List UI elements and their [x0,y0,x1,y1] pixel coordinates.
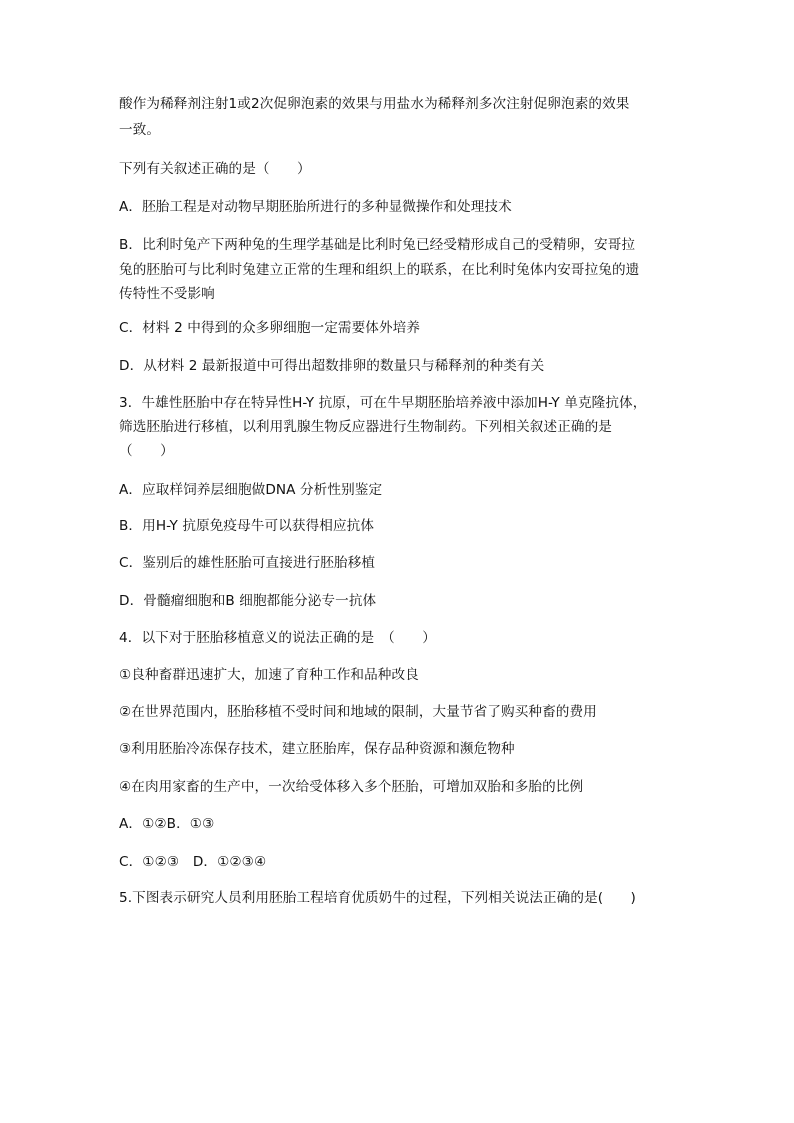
statement-3: ③利用胚胎冷冻保存技术，建立胚胎库，保存品种资源和濒危物种 [119,741,515,757]
options-cd: C．①②③ D．①②③④ [119,854,267,870]
statement-4: ④在肉用家畜的生产中，一次给受体移入多个胚胎，可增加双胎和多胎的比例 [119,779,584,795]
option-a: A．胚胎工程是对动物早期胚胎所进行的多种显微操作和处理技术 [119,199,512,215]
options-ab: A．①②B．①③ [119,816,215,832]
option-b: B．用H-Y 抗原免疫母牛可以获得相应抗体 [119,518,375,534]
option-d: D．骨髓瘤细胞和B 细胞都能分泌专一抗体 [119,593,377,609]
option-b: 兔的胚胎可与比利时兔建立正常的生理和组织上的联系，在比利时兔体内安哥拉兔的遗 [119,262,640,278]
statement-2: ②在世界范围内，胚胎移植不受时间和地域的限制，大量节省了购买种畜的费用 [119,704,597,720]
question-3: 3．牛雄性胚胎中存在特异性H-Y 抗原，可在牛早期胚胎培养液中添加H-Y 单克隆抗体， [119,395,647,411]
option-d: D．从材料 2 最新报道中可得出超数排卵的数量只与稀释剂的种类有关 [119,358,545,374]
option-c: C．鉴别后的雄性胚胎可直接进行胚胎移植 [119,555,376,571]
question-3: （ ） [119,443,174,459]
statement-1: ①良种畜群迅速扩大，加速了育种工作和品种改良 [119,667,419,683]
question-4: 4．以下对于胚胎移植意义的说法正确的是 （ ） [119,630,436,646]
question-5: 5.下图表示研究人员利用胚胎工程培育优质奶牛的过程，下列相关说法正确的是( ) [119,890,636,906]
option-b: 传特性不受影响 [119,286,215,302]
option-a: A．应取样饲养层细胞做DNA 分析性别鉴定 [119,482,383,498]
text-line: 一致。 [119,122,161,138]
option-c: C．材料 2 中得到的众多卵细胞一定需要体外培养 [119,320,421,336]
question-3: 筛选胚胎进行移植，以利用乳腺生物反应器进行生物制药。下列相关叙述正确的是 [119,419,612,435]
text-line: 酸作为稀释剂注射1或2次促卵泡素的效果与用盐水为稀释剂多次注射促卵泡素的效果 [119,96,630,112]
option-b: B．比利时兔产下两种兔的生理学基础是比利时兔已经受精形成自己的受精卵，安哥拉 [119,237,636,253]
question-stem: 下列有关叙述正确的是（ ） [119,161,311,177]
